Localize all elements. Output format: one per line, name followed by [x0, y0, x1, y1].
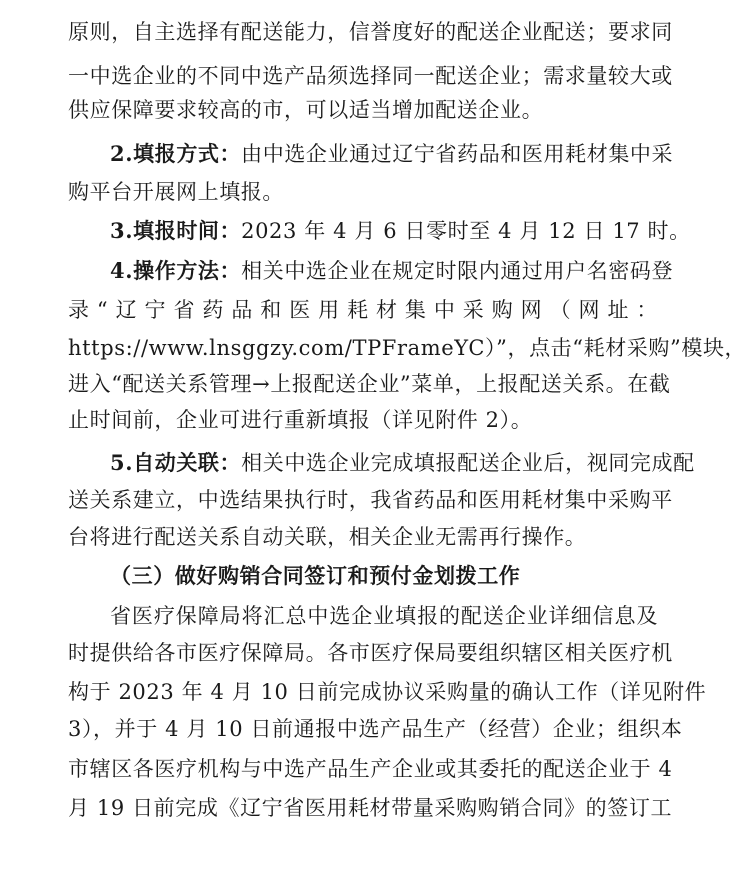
- item-3-fill-time: [110, 214, 691, 248]
- item-2-text: 由中选企业通过辽宁省药品和医用耗材集中采: [241, 142, 674, 166]
- paragraph-line-10: 进入“配送关系管理→上报配送企业”菜单，上报配送关系。在截: [68, 372, 671, 396]
- item-4-label: 4.操作方法：: [110, 258, 242, 283]
- paragraph-line-21: 月 19 日前完成《辽宁省医用耗材带量采购购销合同》的签订工: [68, 796, 673, 820]
- paragraph-line-9: https://www.lnsggzy.com/TPFrameYC）”，点击“耗材采购”模块，: [68, 336, 746, 360]
- paragraph-line-5: 购平台开展网上填报。: [68, 180, 284, 204]
- paragraph-line-1: 原则，自主选择有配送能力，信誉度好的配送企业配送；要求同: [68, 20, 673, 44]
- item-2-fill-method: [110, 137, 674, 171]
- paragraph-line-20: 市辖区各医疗机构与中选产品生产企业或其委托的配送企业于 4: [68, 757, 673, 781]
- section-heading: （三）做好购销合同签订和预付金划拨工作: [110, 563, 521, 588]
- paragraph-line-18: 构于 2023 年 4 月 10 日前完成协议采购量的确认工作（详见附件: [68, 680, 707, 704]
- item-4-text: 相关中选企业在规定时限内通过用户名密码登: [241, 259, 674, 283]
- item-3-label: 3.填报时间：: [110, 218, 242, 243]
- item-4-operation: [110, 254, 674, 288]
- paragraph-line-14: 台将进行配送关系自动关联，相关企业无需再行操作。: [68, 525, 587, 549]
- item-5-label: 5.自动关联：: [110, 450, 242, 475]
- paragraph-line-8: 录“辽宁省药品和医用耗材集中采购网（网址：: [68, 298, 658, 322]
- paragraph-line-19: 3），并于 4 月 10 日前通报中选产品生产（经营）企业；组织本: [68, 717, 683, 741]
- paragraph-line-17: 时提供给各市医疗保障局。各市医疗保局要组织辖区相关医疗机: [68, 641, 673, 665]
- item-5-text: 相关中选企业完成填报配送企业后，视同完成配: [241, 451, 695, 475]
- item-2-label: 2.填报方式：: [110, 141, 242, 166]
- paragraph-line-11: 止时间前，企业可进行重新填报（详见附件 2）。: [68, 408, 533, 432]
- paragraph-line-16: 省医疗保障局将汇总中选企业填报的配送企业详细信息及: [110, 604, 658, 628]
- paragraph-line-13: 送关系建立，中选结果执行时，我省药品和医用耗材集中采购平: [68, 488, 673, 512]
- paragraph-line-3: 供应保障要求较高的市，可以适当增加配送企业。: [68, 98, 544, 122]
- item-3-text: 2023 年 4 月 6 日零时至 4 月 12 日 17 时。: [241, 219, 691, 243]
- item-5-auto-link: [110, 446, 695, 480]
- paragraph-line-2: 一中选企业的不同中选产品须选择同一配送企业；需求量较大或: [68, 64, 673, 88]
